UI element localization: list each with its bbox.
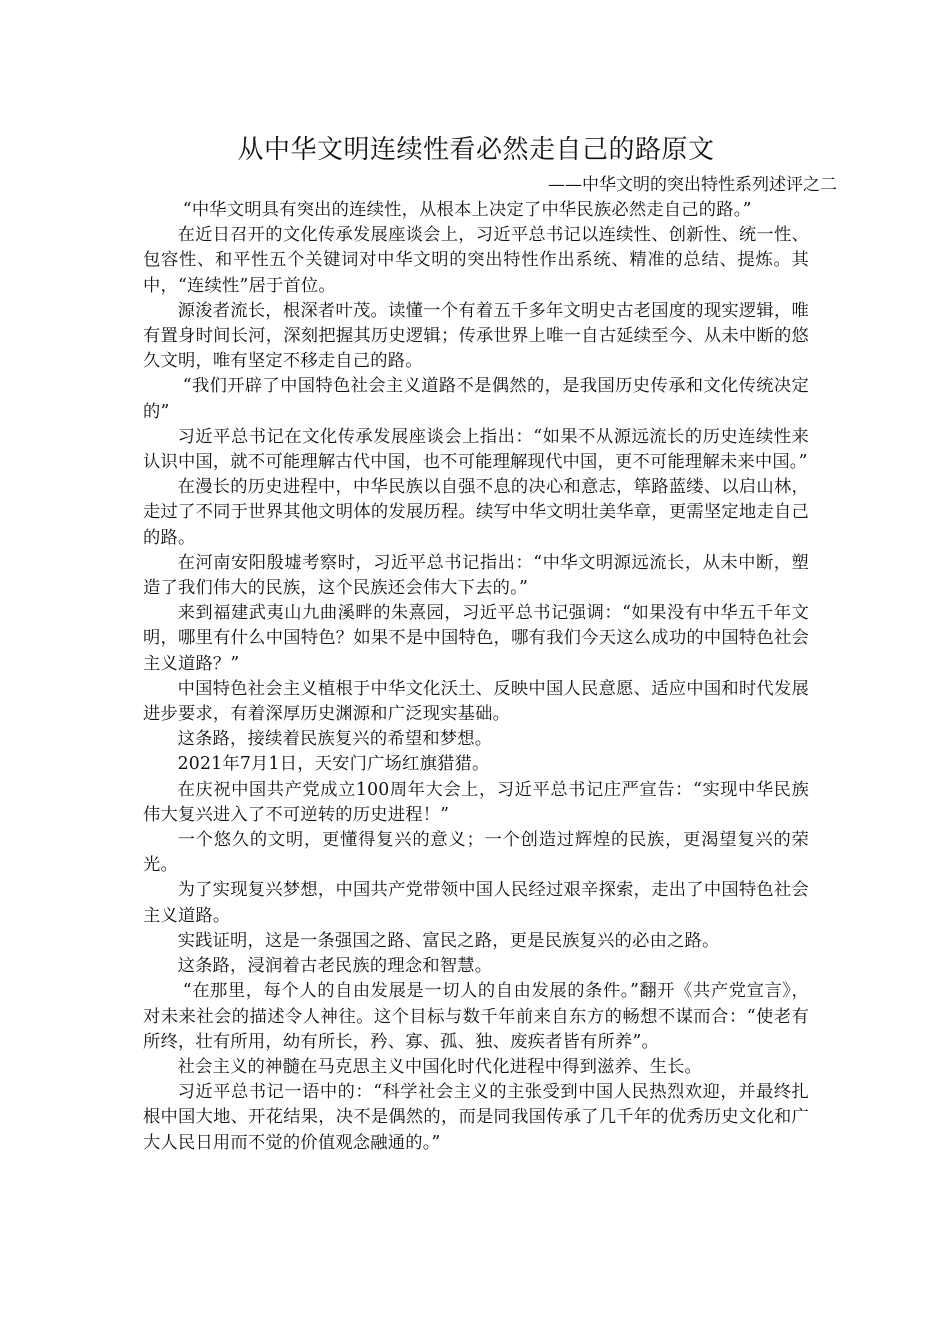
document-title: 从中华文明连续性看必然走自己的路原文: [237, 135, 715, 165]
paragraph: 2021年7月1日，天安门广场红旗猎猎。: [177, 754, 490, 775]
paragraph: 在河南安阳殷墟考察时，习近平总书记指出：“中华文明源远流长，从未中断，塑造了我们伟大的民族，这个民族还会伟大下去的。”: [143, 552, 809, 599]
paragraph: 为了实现复兴梦想，中国共产党带领中国人民经过艰辛探索，走出了中国特色社会主义道路。: [143, 880, 809, 926]
paragraph: 在近日召开的文化传承发展座谈会上，习近平总书记以连续性、创新性、统一性、包容性、和平性五个关键词对中华文明的突出特性作出系统、精准的总结、提炼。其中，“连续性”居于首位。: [143, 225, 809, 296]
paragraph: 社会主义的神髓在马克思主义中国化时代化进程中得到滋养、生长。: [177, 1056, 703, 1077]
document-content: [143, 130, 837, 1156]
paragraph: 这条路，浸润着古老民族的理念和智慧。: [177, 956, 493, 977]
paragraph: 中国特色社会主义植根于中华文化沃土、反映中国人民意愿、适应中国和时代发展进步要求，有着深厚历史渊源和广泛现实基础。: [143, 678, 809, 725]
paragraph: 源浚者流长，根深者叶茂。读懂一个有着五千多年文明史古老国度的现实逻辑，唯有置身时间长河，深刻把握其历史逻辑；传承世界上唯一自古延续至今、从未中断的悠久文明，唯有坚定不移走自己的路。: [143, 300, 809, 372]
paragraph: 在漫长的历史进程中，中华民族以自强不息的决心和意志，筚路蓝缕、以启山林，走过了不同于世界其他文明体的发展历程。续写中华文明壮美华章，更需坚定地走自己的路。: [143, 477, 809, 548]
paragraph: 习近平总书记一语中的：“科学社会主义的主张受到中国人民热烈欢迎，并最终扎根中国大地、开花结果，决不是偶然的，而是同我国传承了几千年的优秀历史文化和广大人民日用而不觉的价值观念融通的。”: [143, 1082, 809, 1153]
paragraph: “在那里，每个人的自由发展是一切人的自由发展的条件。”翻开《共产党宣言》，对未来社会的描述令人神往。这个目标与数千年前来自东方的畅想不谋而合：“使老有所终，壮有所用，幼有所长，矜、寡、孤、独、废疾者皆有所养”。: [143, 981, 809, 1052]
paragraph: 习近平总书记在文化传承发展座谈会上指出：“如果不从源远流长的历史连续性来认识中国，就不可能理解古代中国，也不可能理解现代中国，更不可能理解未来中国。”: [143, 426, 809, 473]
paragraph: “我们开辟了中国特色社会主义道路不是偶然的，是我国历史传承和文化传统决定的”: [143, 376, 809, 422]
paragraph: 一个悠久的文明，更懂得复兴的意义；一个创造过辉煌的民族，更渴望复兴的荣光。: [143, 830, 809, 876]
paragraph: 在庆祝中国共产党成立100周年大会上，习近平总书记庄严宣告：“实现中华民族伟大复兴进入了不可逆转的历史进程！”: [143, 779, 809, 825]
paragraph: “中华文明具有突出的连续性，从根本上决定了中华民族必然走自己的路。”: [182, 200, 752, 220]
paragraph: 这条路，接续着民族复兴的希望和梦想。: [177, 729, 493, 750]
document-body: [143, 198, 809, 1156]
paragraph: 来到福建武夷山九曲溪畔的朱熹园，习近平总书记强调：“如果没有中华五千年文明，哪里有什么中国特色？如果不是中国特色，哪有我们今天这么成功的中国特色社会主义道路？”: [143, 603, 809, 674]
document-subtitle: ——中华文明的突出特性系列述评之二: [548, 175, 837, 195]
paragraph: 实践证明，这是一条强国之路、富民之路，更是民族复兴的必由之路。: [177, 930, 720, 951]
